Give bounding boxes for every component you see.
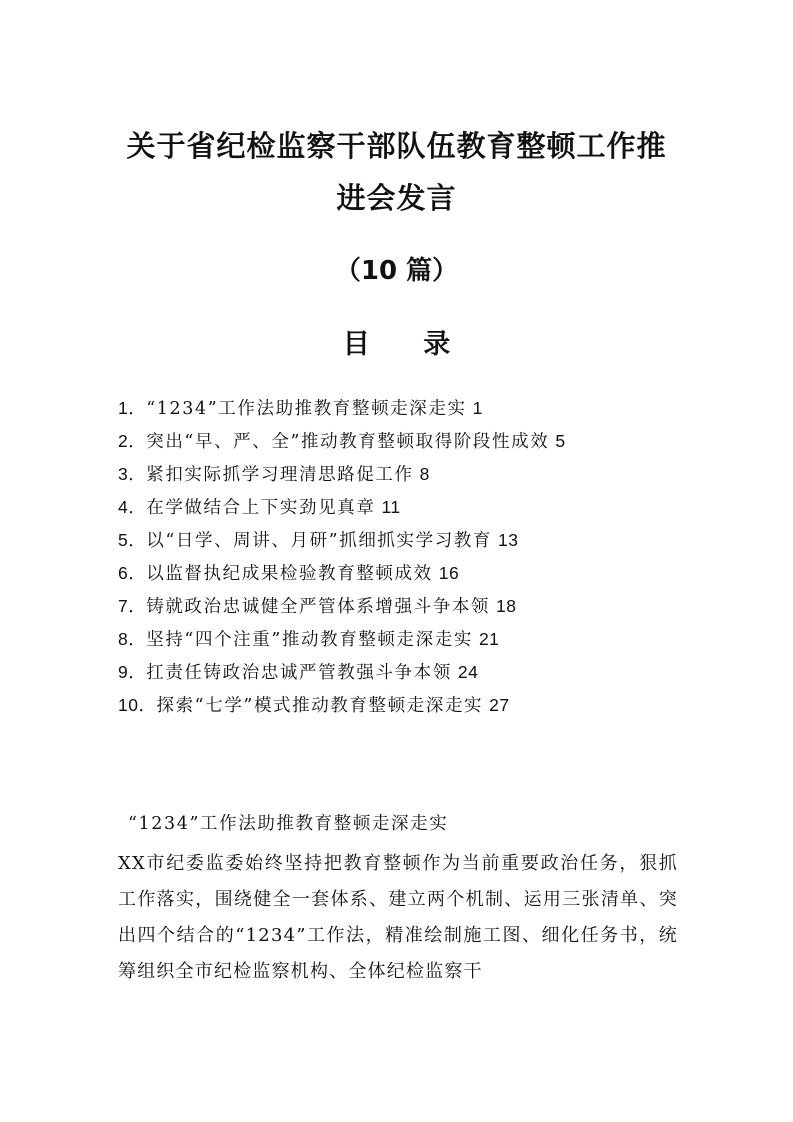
toc-entry-title: 扛责任铸政治忠诚严管教强斗争本领 bbox=[146, 663, 452, 683]
body-paragraph: XX市纪委监委始终坚持把教育整顿作为当前重要政治任务，狠抓工作落实，围绕健全一套体系、建立两个机制、运用三张清单、突出四个结合的“1234”工作法，精准绘制施工图、细化任务书，统筹组织全市纪检监察机构、全体纪检监察干 bbox=[118, 853, 678, 982]
toc-entry-title: 突出“早、严、全”推动教育整顿取得阶段性成效 bbox=[146, 432, 550, 452]
toc-entry-number: 5． bbox=[118, 530, 147, 550]
toc-heading: 目 录 bbox=[342, 329, 473, 360]
toc-entry-number: 9． bbox=[118, 662, 147, 682]
toc-entry-title: 坚持“四个注重”推动教育整顿走深走实 bbox=[146, 630, 473, 650]
toc-entry[interactable] bbox=[118, 623, 718, 656]
toc-entry-title: “1234”工作法助推教育整顿走深走实 bbox=[146, 399, 467, 419]
toc-entry-title: 探索“七学”模式推动教育整顿走深走实 bbox=[156, 696, 484, 716]
toc-entry-number: 7． bbox=[118, 596, 147, 616]
toc-entry-page-number: 5 bbox=[555, 431, 566, 451]
toc-entry-number: 1． bbox=[118, 398, 147, 418]
toc-entry-page-number: 21 bbox=[478, 629, 500, 649]
toc-entry-title: 紧扣实际抓学习理清思路促工作 bbox=[146, 465, 414, 485]
document-title-line-1: 关于省纪检监察干部队伍教育整顿工作推 bbox=[126, 129, 667, 163]
toc-entry-title: 在学做结合上下实劲见真章 bbox=[146, 498, 376, 518]
toc-entry[interactable] bbox=[118, 656, 718, 689]
table-of-contents bbox=[118, 392, 718, 722]
toc-entry-page-number: 8 bbox=[419, 464, 430, 484]
toc-entry[interactable] bbox=[118, 590, 718, 623]
toc-entry[interactable] bbox=[118, 689, 718, 722]
toc-entry-number: 6． bbox=[118, 563, 147, 583]
toc-entry-page-number: 13 bbox=[498, 530, 519, 550]
toc-entry[interactable] bbox=[118, 458, 718, 491]
section-title: “1234”工作法助推教育整顿走深走实 bbox=[128, 814, 449, 834]
document-subtitle: （10 篇） bbox=[334, 256, 459, 286]
toc-entry-number: 4． bbox=[118, 497, 147, 517]
document-title-line-2: 进会发言 bbox=[336, 181, 457, 215]
toc-entry-page-number: 16 bbox=[438, 563, 460, 583]
toc-entry[interactable] bbox=[118, 524, 718, 557]
toc-entry-title: 以“日学、周讲、月研”抓细抓实学习教育 bbox=[146, 531, 493, 551]
toc-entry-number: 8． bbox=[118, 629, 147, 649]
toc-entry-page-number: 27 bbox=[489, 695, 510, 715]
toc-entry-number: 3． bbox=[118, 464, 147, 484]
toc-entry-page-number: 1 bbox=[472, 398, 483, 418]
toc-entry-number: 2． bbox=[118, 431, 147, 451]
toc-entry-title: 铸就政治忠诚健全严管体系增强斗争本领 bbox=[146, 597, 491, 617]
toc-entry[interactable] bbox=[118, 491, 718, 524]
toc-entry[interactable] bbox=[118, 425, 718, 458]
toc-entry[interactable] bbox=[118, 557, 718, 590]
toc-entry-page-number: 24 bbox=[457, 662, 479, 682]
toc-entry-page-number: 11 bbox=[381, 497, 401, 517]
toc-entry-page-number: 18 bbox=[496, 596, 517, 616]
toc-entry-number: 10． bbox=[118, 695, 157, 715]
toc-entry[interactable] bbox=[118, 392, 718, 425]
toc-entry-title: 以监督执纪成果检验教育整顿成效 bbox=[146, 564, 433, 584]
